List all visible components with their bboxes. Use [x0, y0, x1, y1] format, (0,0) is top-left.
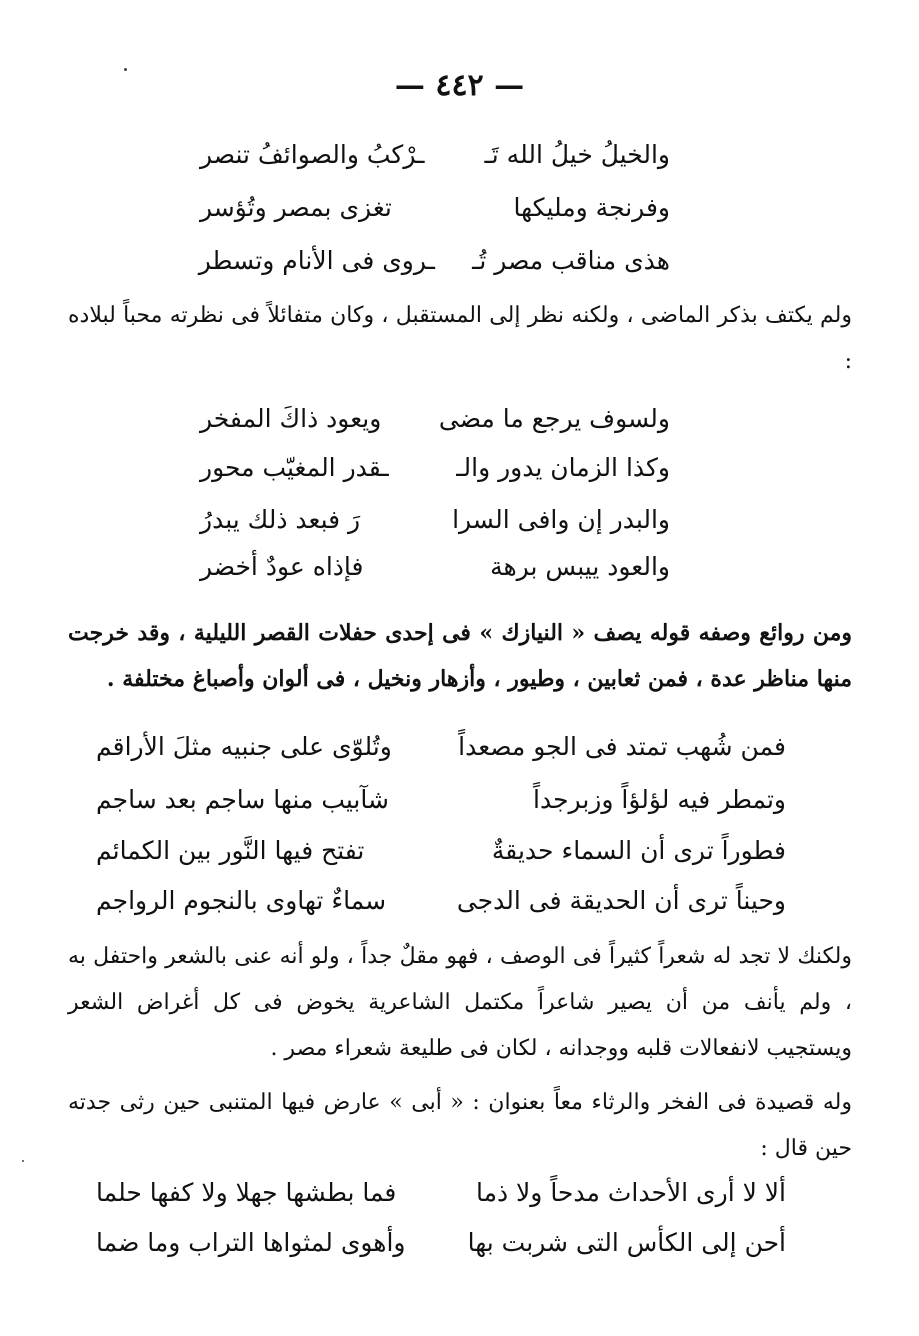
- verse-line: [96, 775, 786, 823]
- paragraph: [68, 934, 852, 1072]
- verse-line: [200, 236, 670, 284]
- verse-line: [96, 1218, 786, 1266]
- verse-first-hemistich: أحن إلى الكأس التى شربت بها: [467, 1227, 786, 1257]
- verse-second-hemistich: ويعود ذاكَ المفخر: [200, 403, 382, 433]
- verse-second-hemistich: ـرْكبُ والصوائفُ تنصر: [200, 139, 425, 169]
- verse-line: [96, 722, 786, 770]
- verse-line: [200, 130, 670, 178]
- verse-first-hemistich: والعود ييبس برهة: [490, 551, 670, 581]
- paragraph-text: وله قصيدة فى الفخر والرثاء معاً بعنوان : « أبى » عارض فيها المتنبى حين رثى جدته حين قال :: [68, 1090, 852, 1161]
- paragraph-text: ومن روائع وصفه قوله يصف « النيازك » فى إحدى حفلات القصر الليلية ، وقد خرجت منها مناظر عدة ، فمن ثعابين ، وطيور ، وأزهار ونخيل ، فى ألوان وأصباغ مختلفة .: [68, 620, 852, 692]
- verse-first-hemistich: والخيلُ خيلُ الله تَـ: [484, 139, 670, 169]
- verse-line: [96, 876, 786, 924]
- verse-second-hemistich: تغزى بمصر وتُؤسر: [200, 192, 392, 222]
- verse-second-hemistich: فما بطشها جهلا ولا كفها حلما: [96, 1177, 397, 1207]
- verse-first-hemistich: ألا لا أرى الأحداث مدحاً ولا ذما: [475, 1177, 786, 1207]
- verse-first-hemistich: وتمطر فيه لؤلؤاً وزبرجداً: [533, 784, 786, 814]
- verse-first-hemistich: وفرنجة ومليكها: [513, 192, 670, 222]
- verse-line: [96, 1168, 786, 1216]
- paragraph: [68, 293, 852, 385]
- verse-second-hemistich: تفتح فيها النَّور بين الكمائم: [96, 835, 365, 865]
- verse-first-hemistich: ولسوف يرجع ما مضى: [438, 403, 670, 433]
- verse-line: [200, 495, 670, 543]
- verse-first-hemistich: هذى مناقب مصر تُـ: [472, 245, 670, 275]
- verse-second-hemistich: شآبيب منها ساجم بعد ساجم: [96, 784, 389, 814]
- scan-speck: [124, 68, 127, 71]
- verse-first-hemistich: وكذا الزمان يدور والـ: [456, 452, 670, 482]
- paragraph: [68, 610, 852, 702]
- verse-second-hemistich: فإذاه عودٌ أخضر: [200, 551, 364, 581]
- verse-line: [200, 183, 670, 231]
- verse-line: [200, 394, 670, 442]
- verse-first-hemistich: فمن شُهب تمتد فى الجو مصعداً: [458, 731, 786, 761]
- verse-second-hemistich: وتُلوّى على جنبيه مثلَ الأراقم: [96, 731, 392, 761]
- verse-line: [200, 542, 670, 590]
- verse-line: [200, 443, 670, 491]
- verse-first-hemistich: فطوراً ترى أن السماء حديقةٌ: [491, 835, 786, 865]
- paragraph-text: ولكنك لا تجد له شعراً كثيراً فى الوصف ، فهو مقلٌ جداً ، ولو أنه عنى بالشعر واحتفل به ، ولم يأنف من أن يصير شاعراً مكتمل الشاعرية يخوض فى كل أغراض الشعر ويستجيب لانفعالات قلبه ووجدانه ، لكان فى طليعة شعراء مصر .: [68, 944, 852, 1061]
- verse-first-hemistich: وحيناً ترى أن الحديقة فى الدجى: [456, 885, 786, 915]
- verse-first-hemistich: والبدر إن وافى السرا: [452, 504, 670, 534]
- paragraph: [68, 1080, 852, 1172]
- verse-second-hemistich: ـقدر المغيّب محور: [200, 452, 389, 482]
- verse-second-hemistich: رَ فبعد ذلك يبدرُ: [200, 504, 361, 534]
- page-number: — ٤٤٢ —: [394, 68, 525, 103]
- verse-second-hemistich: وأهوى لمثواها التراب وما ضما: [96, 1227, 406, 1257]
- verse-second-hemistich: سماءٌ تهاوى بالنجوم الرواجم: [96, 885, 387, 915]
- scan-speck: [22, 1160, 24, 1162]
- verse-second-hemistich: ـروى فى الأنام وتسطر: [198, 245, 435, 275]
- paragraph-text: ولم يكتف بذكر الماضى ، ولكنه نظر إلى المستقبل ، وكان متفائلاً فى نظرته محباً لبلاده :: [68, 303, 852, 374]
- verse-line: [96, 826, 786, 874]
